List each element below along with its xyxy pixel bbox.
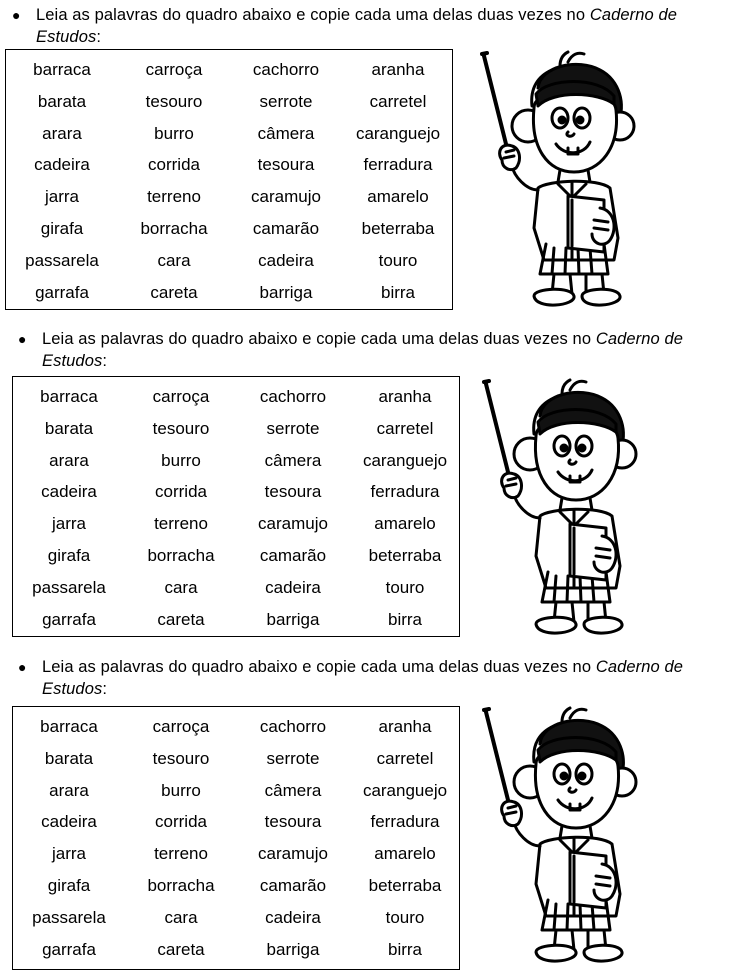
word-cell: cara bbox=[164, 577, 198, 597]
bullet-icon: ● bbox=[18, 331, 27, 347]
word-grid bbox=[13, 707, 459, 969]
instruction-colon: : bbox=[96, 28, 102, 46]
word-cell: tesouro bbox=[152, 748, 210, 768]
word-cell: ferradura bbox=[363, 155, 433, 175]
word-cell: câmera bbox=[264, 450, 322, 470]
word-cell: caranguejo bbox=[362, 450, 448, 470]
cartoon-boy-with-pointer-icon bbox=[470, 376, 650, 646]
word-cell: girafa bbox=[47, 545, 91, 565]
word-box bbox=[12, 376, 460, 637]
word-cell: cara bbox=[164, 907, 198, 927]
cartoon-boy-with-pointer-icon bbox=[470, 704, 650, 974]
exercise-1 bbox=[0, 0, 736, 320]
word-cell: touro bbox=[385, 907, 425, 927]
word-cell: serrote bbox=[259, 91, 313, 111]
instruction-colon: : bbox=[102, 352, 108, 370]
word-cell: cadeira bbox=[265, 577, 321, 597]
bullet-icon: ● bbox=[12, 7, 21, 23]
word-cell: caranguejo bbox=[362, 780, 448, 800]
word-cell: beterraba bbox=[368, 545, 442, 565]
word-cell: garrafa bbox=[42, 609, 96, 629]
word-cell: touro bbox=[385, 577, 425, 597]
instruction-text: Leia as palavras do quadro abaixo e copie cada uma delas duas vezes no bbox=[36, 6, 590, 24]
word-cell: cadeira bbox=[41, 812, 97, 832]
word-cell: arara bbox=[42, 123, 82, 143]
instruction-text: Leia as palavras do quadro abaixo e copie cada uma delas duas vezes no bbox=[42, 658, 596, 676]
word-cell: passarela bbox=[25, 250, 99, 270]
word-cell: cachorro bbox=[259, 717, 327, 736]
word-cell: jarra bbox=[51, 514, 86, 534]
word-cell: terreno bbox=[147, 187, 201, 207]
word-cell: barriga bbox=[266, 609, 320, 629]
word-cell: jarra bbox=[51, 844, 86, 864]
word-cell: câmera bbox=[264, 780, 322, 800]
word-cell: birra bbox=[387, 939, 422, 959]
word-cell: touro bbox=[378, 250, 418, 270]
instruction-italic: Caderno de Estudos bbox=[36, 6, 678, 46]
word-cell: amarelo bbox=[374, 514, 436, 534]
word-cell: tesouro bbox=[152, 418, 210, 438]
word-cell: serrote bbox=[266, 418, 320, 438]
word-cell: beterraba bbox=[361, 218, 435, 238]
word-cell: tesoura bbox=[257, 155, 315, 175]
word-cell: corrida bbox=[155, 812, 207, 832]
word-grid bbox=[6, 50, 452, 309]
word-cell: ferradura bbox=[370, 482, 440, 502]
word-cell: barata bbox=[37, 91, 87, 111]
word-box bbox=[12, 706, 460, 970]
word-cell: cachorro bbox=[252, 60, 320, 79]
word-cell: cara bbox=[157, 250, 191, 270]
word-cell: burro bbox=[154, 123, 194, 143]
word-cell: jarra bbox=[44, 187, 79, 207]
word-cell: beterraba bbox=[368, 875, 442, 895]
word-cell: camarão bbox=[259, 545, 327, 565]
instruction-italic: Caderno de Estudos bbox=[42, 330, 684, 370]
word-cell: terreno bbox=[154, 844, 208, 864]
word-cell: barata bbox=[44, 418, 94, 438]
word-cell: serrote bbox=[266, 748, 320, 768]
word-cell: barraca bbox=[40, 387, 98, 406]
word-cell: barriga bbox=[259, 282, 313, 302]
instruction-text: Leia as palavras do quadro abaixo e copie cada uma delas duas vezes no bbox=[42, 330, 596, 348]
cartoon-boy-with-pointer-icon bbox=[468, 48, 648, 318]
word-cell: camarão bbox=[252, 218, 320, 238]
word-cell: garrafa bbox=[42, 939, 96, 959]
word-cell: caramujo bbox=[258, 844, 328, 864]
word-cell: burro bbox=[161, 450, 201, 470]
word-cell: câmera bbox=[257, 123, 315, 143]
word-cell: carroça bbox=[145, 60, 203, 79]
word-cell: carroça bbox=[152, 717, 210, 736]
word-cell: arara bbox=[49, 780, 89, 800]
word-cell: corrida bbox=[155, 482, 207, 502]
word-grid bbox=[13, 377, 459, 636]
word-cell: careta bbox=[157, 609, 205, 629]
word-cell: burro bbox=[161, 780, 201, 800]
word-cell: birra bbox=[380, 282, 415, 302]
instruction-colon: : bbox=[102, 680, 108, 698]
word-cell: barriga bbox=[266, 939, 320, 959]
word-cell: careta bbox=[150, 282, 198, 302]
word-cell: barata bbox=[44, 748, 94, 768]
word-cell: careta bbox=[157, 939, 205, 959]
word-cell: passarela bbox=[32, 577, 106, 597]
word-cell: barraca bbox=[33, 60, 91, 79]
word-cell: girafa bbox=[40, 218, 84, 238]
word-cell: aranha bbox=[378, 717, 432, 736]
word-cell: terreno bbox=[154, 514, 208, 534]
exercise-3 bbox=[0, 656, 736, 976]
word-cell: ferradura bbox=[370, 812, 440, 832]
word-cell: barraca bbox=[40, 717, 98, 736]
word-cell: garrafa bbox=[35, 282, 89, 302]
word-cell: cadeira bbox=[41, 482, 97, 502]
word-cell: carroça bbox=[152, 387, 210, 406]
word-cell: amarelo bbox=[367, 187, 429, 207]
word-cell: carretel bbox=[376, 748, 434, 768]
word-cell: cadeira bbox=[258, 250, 314, 270]
word-cell: cadeira bbox=[265, 907, 321, 927]
word-cell: corrida bbox=[148, 155, 200, 175]
word-cell: carretel bbox=[376, 418, 434, 438]
word-cell: borracha bbox=[147, 875, 215, 895]
word-cell: carretel bbox=[369, 91, 427, 111]
word-cell: aranha bbox=[378, 387, 432, 406]
word-cell: amarelo bbox=[374, 844, 436, 864]
word-cell: aranha bbox=[371, 60, 425, 79]
word-cell: cadeira bbox=[34, 155, 90, 175]
word-cell: camarão bbox=[259, 875, 327, 895]
word-cell: girafa bbox=[47, 875, 91, 895]
word-cell: tesouro bbox=[145, 91, 203, 111]
exercise-2 bbox=[0, 328, 736, 648]
word-cell: tesoura bbox=[264, 482, 322, 502]
word-box bbox=[5, 49, 453, 310]
word-cell: caramujo bbox=[251, 187, 321, 207]
word-cell: caramujo bbox=[258, 514, 328, 534]
word-cell: arara bbox=[49, 450, 89, 470]
word-cell: caranguejo bbox=[355, 123, 441, 143]
bullet-icon: ● bbox=[18, 659, 27, 675]
word-cell: tesoura bbox=[264, 812, 322, 832]
instruction-italic: Caderno de Estudos bbox=[42, 658, 684, 698]
word-cell: cachorro bbox=[259, 387, 327, 406]
word-cell: borracha bbox=[147, 545, 215, 565]
word-cell: passarela bbox=[32, 907, 106, 927]
word-cell: borracha bbox=[140, 218, 208, 238]
word-cell: birra bbox=[387, 609, 422, 629]
